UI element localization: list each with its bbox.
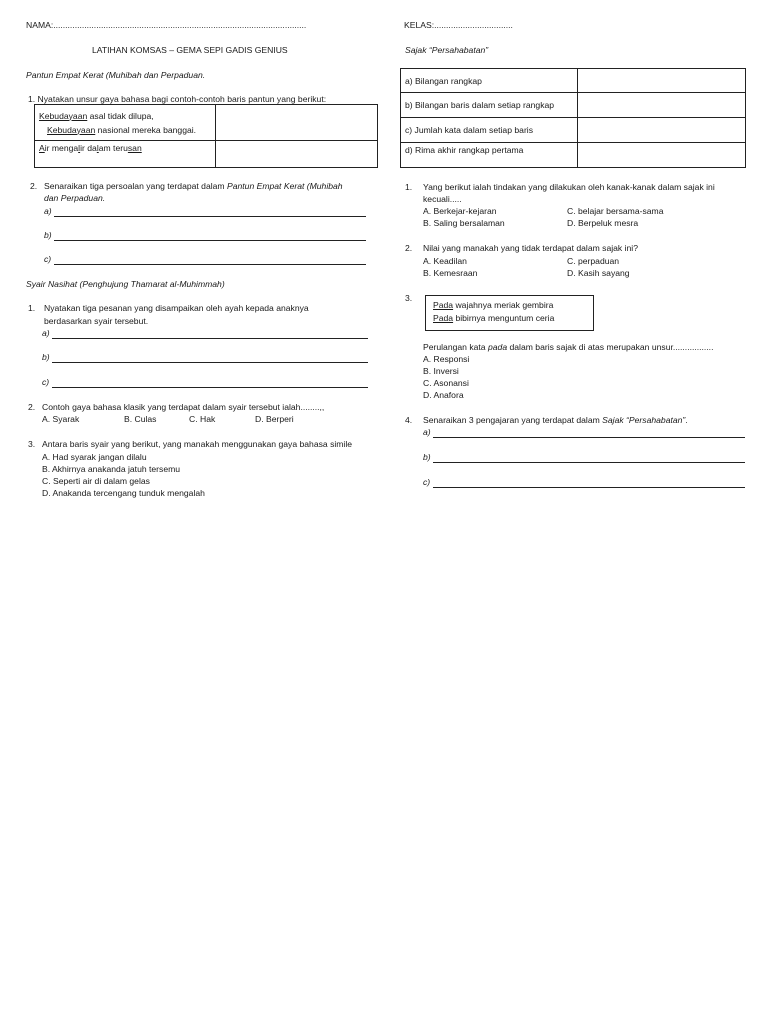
- sajak-q1-num: 1.: [405, 182, 413, 192]
- sajak-q2-option[interactable]: D. Kasih sayang: [567, 268, 630, 278]
- syair-q2-option[interactable]: D. Berperi: [255, 414, 294, 424]
- pantun-q1: 1. Nyatakan unsur gaya bahasa bagi contoh-contoh baris pantun yang berikut:: [28, 94, 327, 104]
- pantun-row2-answer[interactable]: [216, 141, 378, 168]
- syair-q3-num: 3.: [28, 439, 36, 449]
- syair-c-line[interactable]: [52, 387, 368, 388]
- sajak-q3-option[interactable]: A. Responsi: [423, 354, 470, 364]
- syair-q2: Contoh gaya bahasa klasik yang terdapat dalam syair tersebut ialah........,,: [42, 402, 325, 412]
- nama-label: NAMA:: [26, 20, 54, 30]
- sajak-q2-option[interactable]: C. perpaduan: [567, 256, 620, 266]
- sajak-b-line[interactable]: [433, 462, 745, 463]
- quote-line-2: Pada bibirnya menguntum ceria: [433, 313, 555, 323]
- sajak-q3-option[interactable]: B. Inversi: [423, 366, 459, 376]
- sajak-q1-line2: kecuali.....: [423, 194, 462, 204]
- syair-q1-line2: berdasarkan syair tersebut.: [44, 316, 149, 326]
- kelas-label: KELAS:: [404, 20, 435, 30]
- sajak-q2-num: 2.: [405, 243, 413, 253]
- pantun-a-label: a): [44, 206, 52, 216]
- sajak-row-label: a) Bilangan rangkap: [401, 69, 578, 93]
- kelas-dots: .................................: [434, 20, 513, 30]
- pantun-row1-line2: Kebudayaan nasional mereka banggai.: [47, 124, 197, 135]
- sajak-b-label: b): [423, 452, 431, 462]
- syair-c-label: c): [42, 377, 50, 387]
- pantun-c-line[interactable]: [54, 264, 366, 265]
- pantun-heading: Pantun Empat Kerat (Muhibah dan Perpaduan.: [26, 70, 206, 80]
- sajak-c-line[interactable]: [433, 487, 745, 488]
- sajak-q3-option[interactable]: D. Anafora: [423, 390, 464, 400]
- sajak-q2-option[interactable]: A. Keadilan: [423, 256, 467, 266]
- sajak-q1-option[interactable]: C. belajar bersama-sama: [567, 206, 664, 216]
- page-title: LATIHAN KOMSAS – GEMA SEPI GADIS GENIUS: [92, 45, 288, 55]
- syair-q1: Nyatakan tiga pesanan yang disampaikan oleh ayah kepada anaknya: [44, 303, 309, 313]
- sajak-q1-option[interactable]: D. Berpeluk mesra: [567, 218, 639, 228]
- sajak-table: [400, 68, 746, 168]
- sajak-row-label: c) Jumlah kata dalam setiap baris: [401, 118, 578, 143]
- syair-q3-option[interactable]: B. Akhirnya anakanda jatuh tersemu: [42, 464, 181, 474]
- sajak-q2-option[interactable]: B. Kemesraan: [423, 268, 478, 278]
- pantun-row1-cell: [35, 105, 216, 141]
- pantun-b-line[interactable]: [54, 240, 366, 241]
- pantun-row2-cell: Air mengalir dalam terusan: [35, 141, 216, 168]
- sajak-row-answer[interactable]: [578, 69, 746, 93]
- pantun-q2-line2: dan Perpaduan.: [44, 193, 106, 203]
- sajak-q2: Nilai yang manakah yang tidak terdapat dalam sajak ini?: [423, 243, 638, 253]
- sajak-q3: Perulangan kata pada dalam baris sajak di atas merupakan unsur.................: [423, 342, 714, 352]
- pantun-q2: Senaraikan tiga persoalan yang terdapat dalam Pantun Empat Kerat (Muhibah: [44, 181, 343, 191]
- syair-q2-option[interactable]: C. Hak: [189, 414, 216, 424]
- pantun-a-line[interactable]: [54, 216, 366, 217]
- syair-q3-option[interactable]: D. Anakanda tercengang tunduk mengalah: [42, 488, 205, 498]
- syair-a-label: a): [42, 328, 50, 338]
- syair-q2-option[interactable]: B. Culas: [124, 414, 157, 424]
- sajak-q3-num: 3.: [405, 293, 413, 303]
- sajak-row-answer[interactable]: [578, 143, 746, 168]
- syair-q3-option[interactable]: A. Had syarak jangan dilalu: [42, 452, 147, 462]
- pantun-row1-answer[interactable]: [216, 105, 378, 141]
- sajak-q4: Senaraikan 3 pengajaran yang terdapat dalam Sajak “Persahabatan”.: [423, 415, 688, 425]
- syair-q3-option[interactable]: C. Seperti air di dalam gelas: [42, 476, 150, 486]
- sajak-c-label: c): [423, 477, 431, 487]
- pantun-table: [34, 104, 378, 168]
- sajak-q1-option[interactable]: A. Berkejar-kejaran: [423, 206, 497, 216]
- sajak-row-answer[interactable]: [578, 93, 746, 118]
- pantun-row1-line1: Kebudayaan asal tidak dilupa,: [39, 110, 154, 121]
- sajak-row-label: b) Bilangan baris dalam setiap rangkap: [401, 93, 578, 118]
- syair-b-label: b): [42, 352, 50, 362]
- pantun-c-label: c): [44, 254, 52, 264]
- syair-heading: Syair Nasihat (Penghujung Thamarat al-Muhimmah): [26, 279, 225, 289]
- sajak-row-label: d) Rima akhir rangkap pertama: [401, 143, 578, 168]
- sajak-row-answer[interactable]: [578, 118, 746, 143]
- syair-q1-num: 1.: [28, 303, 36, 313]
- sajak-q3-quote-box: [425, 295, 594, 331]
- sajak-q1-option[interactable]: B. Saling bersalaman: [423, 218, 505, 228]
- syair-b-line[interactable]: [52, 362, 368, 363]
- kelas-field: [404, 20, 513, 30]
- sajak-q4-num: 4.: [405, 415, 413, 425]
- sajak-q1: Yang berikut ialah tindakan yang dilakukan oleh kanak-kanak dalam sajak ini: [423, 182, 715, 192]
- syair-q3: Antara baris syair yang berikut, yang manakah menggunakan gaya bahasa simile: [42, 439, 353, 449]
- syair-q2-num: 2.: [28, 402, 36, 412]
- syair-a-line[interactable]: [52, 338, 368, 339]
- sajak-a-line[interactable]: [433, 437, 745, 438]
- nama-field: [26, 20, 306, 30]
- quote-line-1: Pada wajahnya meriak gembira: [433, 300, 554, 310]
- sajak-q3-option[interactable]: C. Asonansi: [423, 378, 469, 388]
- pantun-q2-num: 2.: [30, 181, 38, 191]
- syair-q2-option[interactable]: A. Syarak: [42, 414, 80, 424]
- sajak-title: Sajak “Persahabatan”: [405, 45, 489, 55]
- sajak-a-label: a): [423, 427, 431, 437]
- pantun-b-label: b): [44, 230, 52, 240]
- nama-dots: ..........................................................................................................: [53, 20, 307, 30]
